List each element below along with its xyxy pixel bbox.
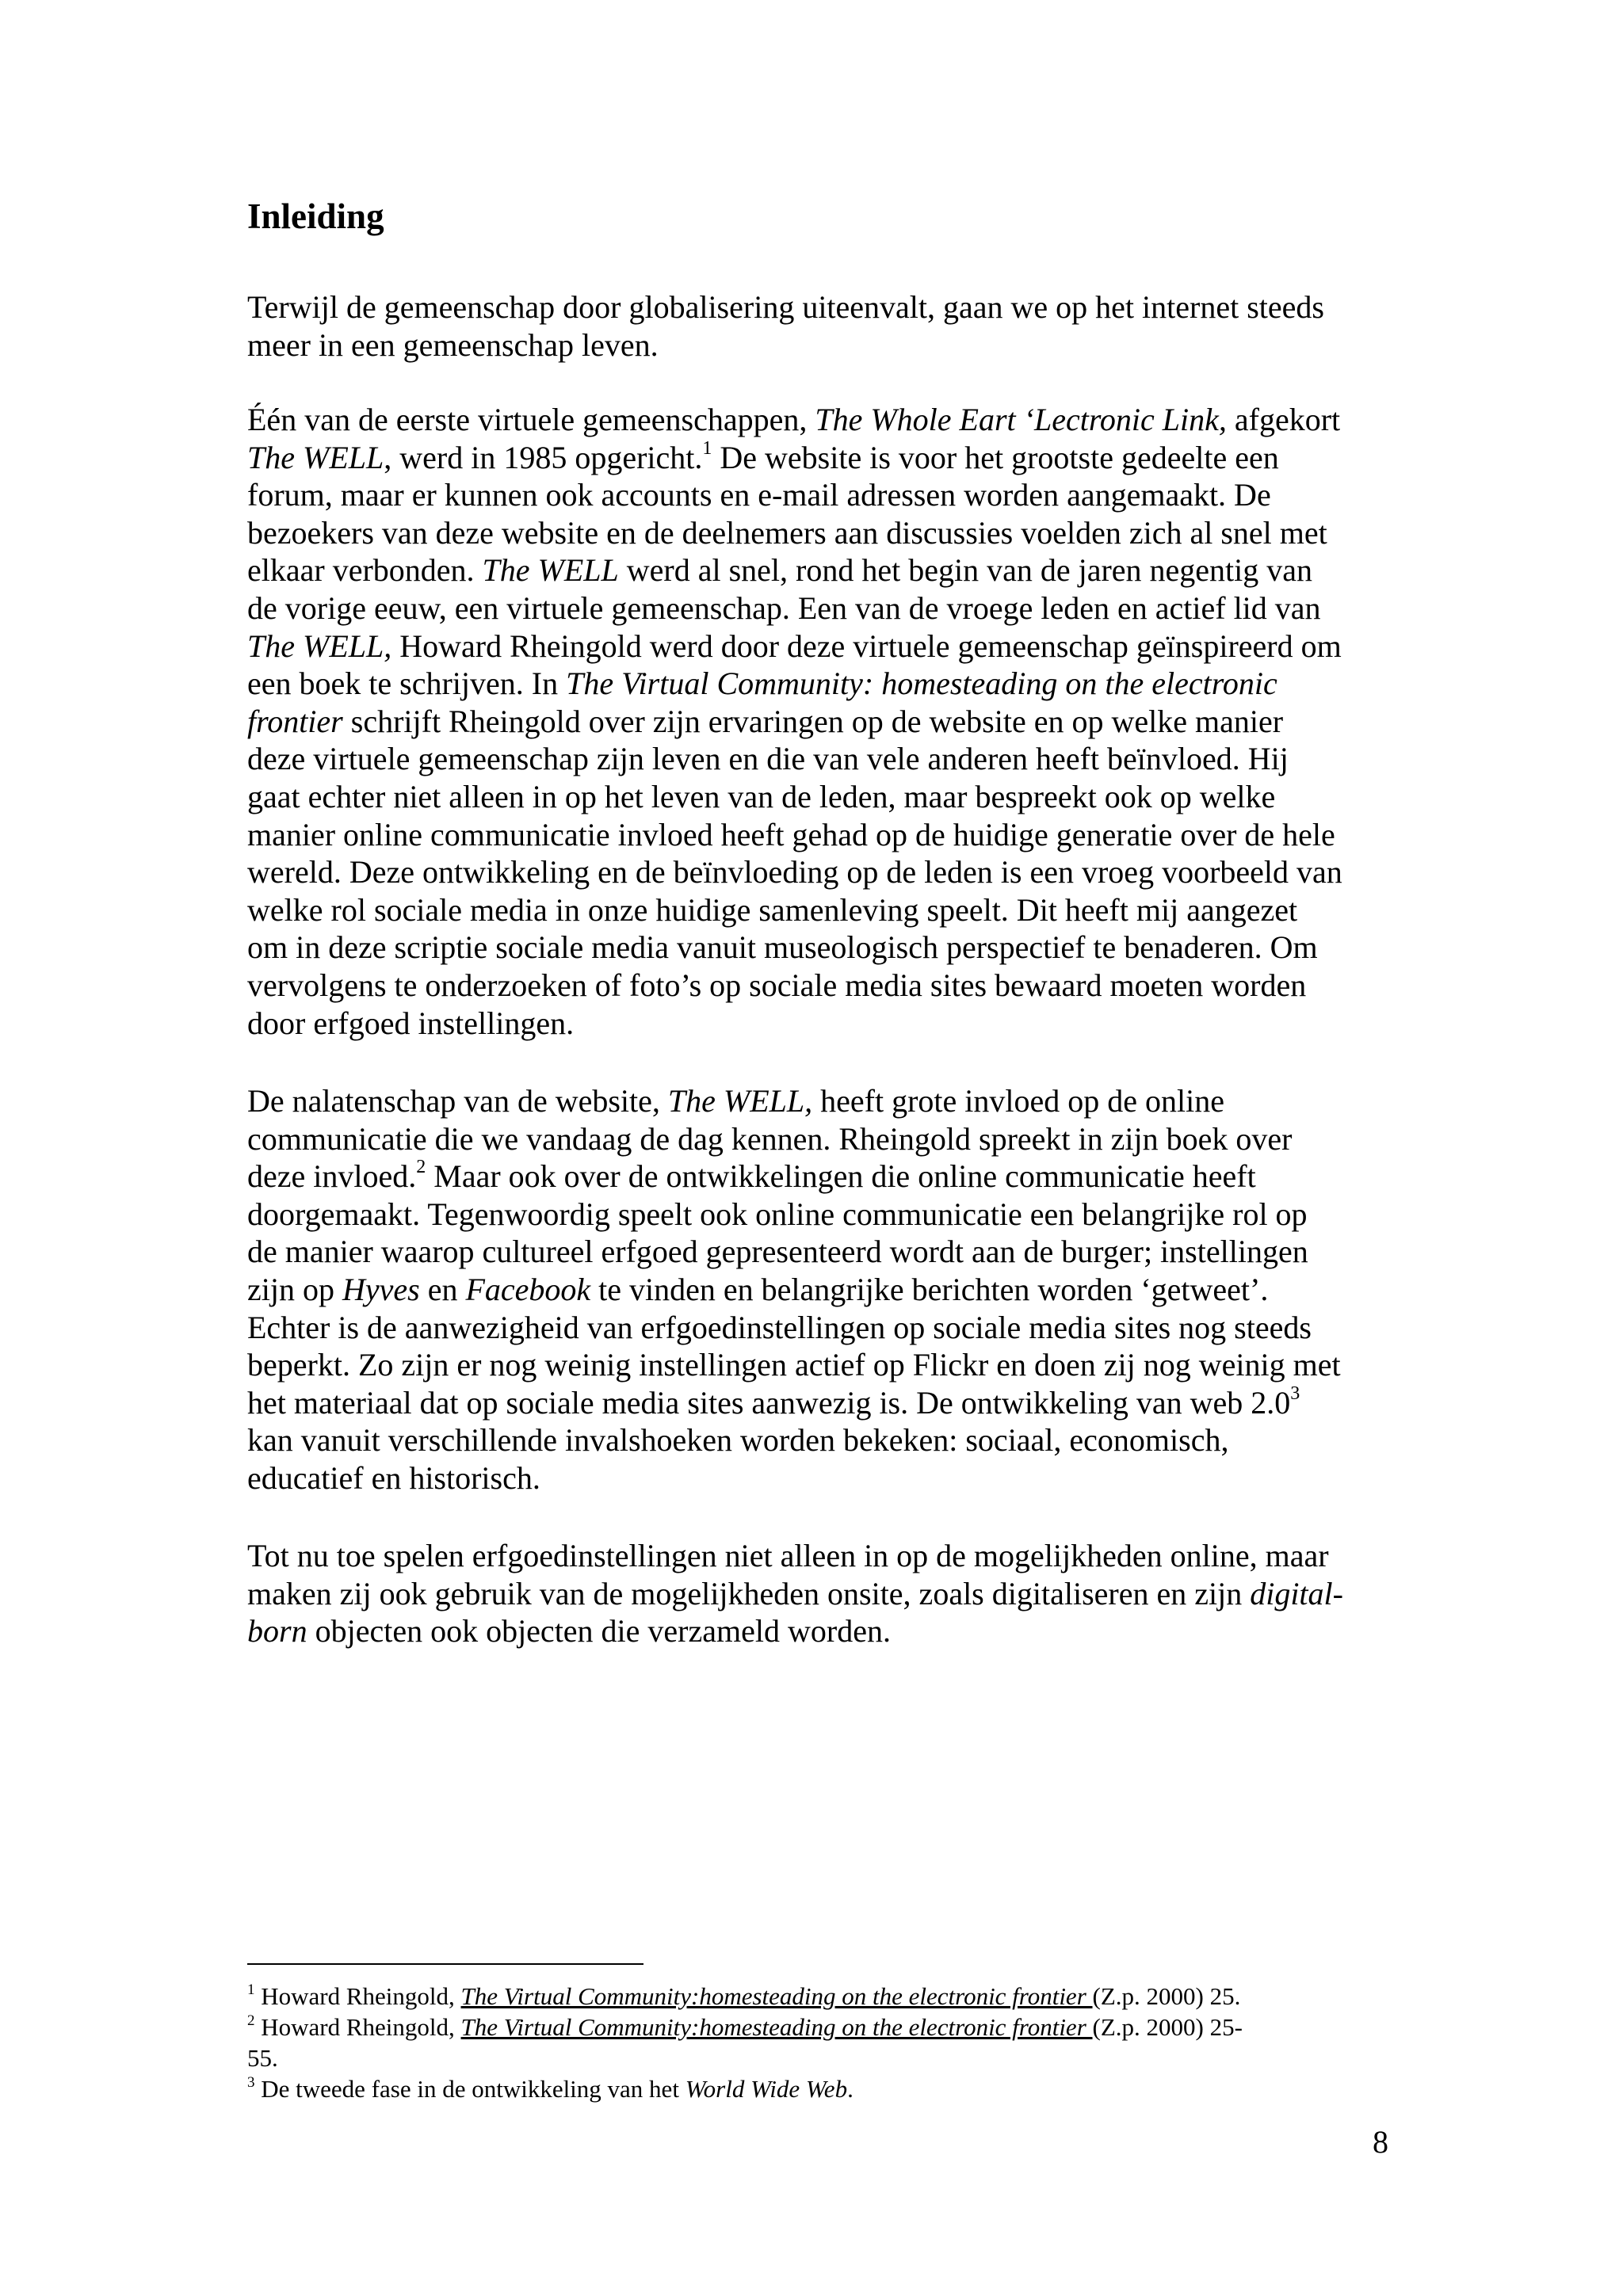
text-line: deze invloed.$^2$ Maar ook over de ontwikkelingen die online communicatie heeft	[247, 1157, 1256, 1195]
text-line: om in deze scriptie sociale media vanuit museologisch perspectief te benaderen. Om	[247, 929, 1318, 966]
text-line: gaat echter niet alleen in op het leven van de leden, maar bespreekt ook op welke	[247, 778, 1276, 814]
text-line: vervolgens te onderzoeken of foto’s op sociale media sites bewaard moeten worden	[247, 967, 1307, 1003]
italic-title: frontier	[247, 703, 343, 739]
text-line: meer in een gemeenschap leven.	[247, 326, 659, 363]
footnote-separator	[247, 1963, 643, 1965]
text-line: Echter is de aanwezigheid van erfgoedinstellingen op sociale media sites nog steeds	[247, 1309, 1312, 1345]
paragraph-1	[247, 288, 1388, 364]
italic-title: The WELL	[247, 439, 384, 475]
footnote-3: $^3$ De tweede fase in de ontwikkeling van het World Wide Web.	[247, 2074, 854, 2103]
footnote-1: $^1$ Howard Rheingold, The Virtual Community:homesteading on the electronic frontier (Z.p. 2000) 25.	[247, 1981, 1241, 2010]
footnote-2: $^2$ Howard Rheingold, The Virtual Community:homesteading on the electronic frontier (Z.p. 2000) 25-	[247, 2012, 1243, 2041]
italic-name: Hyves	[342, 1271, 420, 1307]
text-line: een boek te schrijven. In The Virtual Community: homesteading on the electronic	[247, 666, 1277, 702]
text-line: Één van de eerste virtuele gemeenschappen, The Whole Eart ‘Lectronic Link, afgekort	[247, 402, 1341, 437]
text-line: Tot nu toe spelen erfgoedinstellingen niet alleen in op de mogelijkheden online, maar	[247, 1538, 1329, 1573]
text-line: The WELL, Howard Rheingold werd door deze virtuele gemeenschap geïnspireerd om	[247, 627, 1342, 664]
text-line: zijn op Hyves en Facebook te vinden en belangrijke berichten worden ‘getweet’.	[247, 1271, 1269, 1307]
text-line: wereld. Deze ontwikkeling en de beïnvloeding op de leden is een vroeg voorbeeld van	[247, 854, 1342, 891]
italic-term: born	[247, 1613, 307, 1650]
text-line: frontier schrijft Rheingold over zijn ervaringen op de website en op welke manier	[247, 703, 1284, 739]
italic-title: The Virtual Community: homesteading on the electronic	[566, 666, 1277, 702]
section-heading: Inleiding	[247, 196, 384, 236]
italic-title: The WELL	[482, 552, 619, 589]
text-line: Terwijl de gemeenschap door globalisering uiteenvalt, gaan we op het internet steeds	[247, 289, 1324, 325]
footnote-citation-title: The Virtual Community:homesteading on the electronic frontier	[460, 1982, 1093, 2010]
text-line: de manier waarop cultureel erfgoed gepresenteerd wordt aan de burger; instellingen	[247, 1234, 1308, 1270]
text-line: educatief en historisch.	[247, 1459, 540, 1496]
text-line: bezoekers van deze website en de deelnemers aan discussies voelden zich al snel met	[247, 514, 1327, 551]
italic-term: digital-	[1250, 1575, 1343, 1611]
text-line: het materiaal dat op sociale media sites aanwezig is. De ontwikkeling van web $2.0^3$	[247, 1383, 1300, 1421]
text-line: kan vanuit verschillende invalshoeken worden bekeken: sociaal, economisch,	[247, 1422, 1229, 1459]
text-line: communicatie die we vandaag de dag kennen. Rheingold spreekt in zijn boek over	[247, 1120, 1293, 1157]
footnote-ref-3: 3	[1290, 1383, 1300, 1404]
text-line: forum, maar er kunnen ook accounts en e-mail adressen worden aangemaakt. De	[247, 477, 1271, 513]
text-line: beperkt. Zo zijn er nog weinig instellingen actief op Flickr en doen zij nog weinig met	[247, 1347, 1341, 1383]
text-line: elkaar verbonden. The WELL werd al snel, rond het begin van de jaren negentig van	[247, 552, 1313, 589]
italic-title: The WELL,	[247, 627, 392, 664]
footnotes	[247, 1981, 1388, 2104]
footnote-ref-2: 2	[416, 1157, 426, 1178]
footnote-ref-1: 1	[702, 437, 712, 459]
footnote-2-continuation: 55.	[247, 2044, 278, 2072]
footnote-citation-title: The Virtual Community:homesteading on the electronic frontier	[460, 2013, 1093, 2041]
paragraph-3	[247, 1082, 1388, 1497]
text-line: The WELL, werd in 1985 opgericht.$^1$ De website is voor het grootste gedeelte een	[247, 437, 1279, 475]
italic-name: Facebook	[465, 1271, 591, 1307]
text-line: born objecten ook objecten die verzameld worden.	[247, 1613, 891, 1650]
text-line: De nalatenschap van de website, The WELL, heeft grote invloed op de online	[247, 1083, 1224, 1119]
paragraph-2	[247, 401, 1388, 1042]
text-line: welke rol sociale media in onze huidige samenleving speelt. Dit heeft mij aangezet	[247, 891, 1298, 928]
italic-title: The Whole Eart ‘Lectronic Link,	[815, 402, 1227, 437]
paragraph-4	[247, 1537, 1388, 1650]
text-line: door erfgoed instellingen.	[247, 1005, 575, 1041]
text-line: doorgemaakt. Tegenwoordig speelt ook online communicatie een belangrijke rol op	[247, 1196, 1308, 1232]
text-line: deze virtuele gemeenschap zijn leven en die van vele anderen heeft beïnvloed. Hij	[247, 741, 1289, 777]
text-line: de vorige eeuw, een virtuele gemeenschap. Een van de vroege leden en actief lid van	[247, 589, 1321, 626]
text-line: manier online communicatie invloed heeft gehad op de huidige generatie over de hele	[247, 816, 1335, 852]
text-line: maken zij ook gebruik van de mogelijkheden onsite, zoals digitaliseren en zijn digital-	[247, 1575, 1343, 1611]
italic-title: The WELL,	[667, 1083, 813, 1119]
page-number: 8	[1373, 2124, 1388, 2160]
footnote-italic: World Wide Web	[685, 2075, 848, 2103]
